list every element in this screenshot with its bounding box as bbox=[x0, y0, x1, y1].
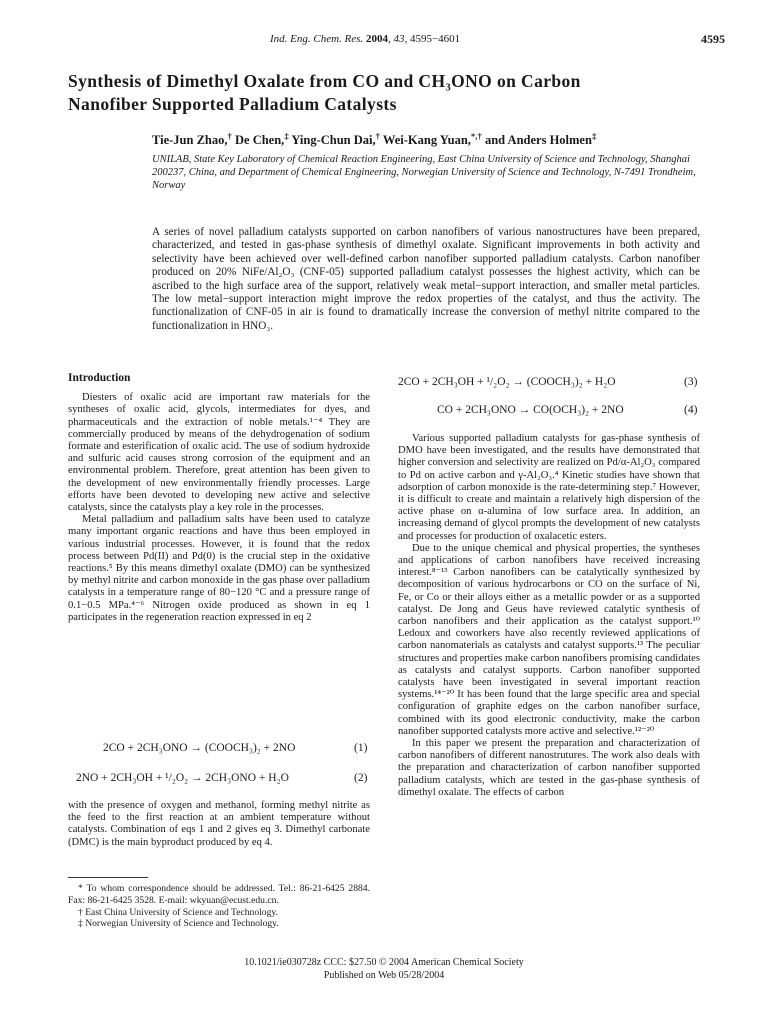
journal-year: 2004 bbox=[365, 33, 388, 45]
left-column bbox=[68, 372, 370, 624]
abstract: A series of novel palladium catalysts supported on carbon nanofibers of various nanostructures have been prepared, characterized, and tested in gas-phase synthesis of dimethyl oxalate. Significant improvements in both activity and selectivity have been achieved over well-defined carbon nanofiber supported palladium catalysts. Carbon nanofiber produced on 20% NiFe/Al₂O₃ (CNF-05) supported palladium catalyst possesses the highest activity, which can be ascribed to the high surface area of the support, relatively weak metal−support interaction, and smaller metal particles. The low metal−support interaction might improve the redox properties of the catalyst, and thus the activity. The functionalization of CNF-05 in air is found to dramatically increase the conversion of methyl nitrite compared to the functionalization in HNO₃. bbox=[152, 226, 700, 332]
journal-name: Ind. Eng. Chem. Res. bbox=[270, 33, 364, 45]
section-heading: Introduction bbox=[68, 372, 131, 384]
author-list bbox=[152, 130, 712, 148]
doi-line: 10.1021/ie030728z CCC: $27.50 © 2004 American Chemical Society bbox=[244, 957, 524, 968]
right-column bbox=[398, 433, 700, 799]
equation-number: (2) bbox=[354, 772, 368, 784]
journal-volume: 43 bbox=[393, 33, 405, 45]
footnote-rule bbox=[68, 877, 148, 878]
title-line-1: Synthesis of Dimethyl Oxalate from CO and CH₃ONO on Carbon bbox=[68, 71, 581, 91]
page-number: 4595 bbox=[701, 32, 725, 46]
affiliation-mark: ‡ bbox=[591, 130, 597, 141]
footnote-affiliation-1: † East China University of Science and Technology. bbox=[78, 906, 278, 918]
affiliation-mark: † bbox=[375, 130, 381, 141]
affiliation-mark: † bbox=[227, 130, 232, 141]
equation-number: (4) bbox=[684, 404, 698, 416]
footnote-corresponding: * To whom correspondence should be addressed. Tel.: 86-21-6425 2884. Fax: 86-21-6425 3528. E-mail: wkyuan@ecust.edu.cn. bbox=[68, 883, 370, 906]
affiliation-mark: ‡ bbox=[284, 130, 289, 141]
paragraph: Diesters of oxalic acid are important raw materials for the syntheses of oxalic acid, glycols, intermediates for dyes, and pharmaceuticals and the extraction of noble metals.¹⁻⁴ They are commercially produced by means of the dehydrogenation of sodium formate and esterification of oxalic acid. The use of sodium hydroxide and sulfuric acid causes strong corrosion of the equipment and an environmental problem. Therefore, great attention has been given to the development of new environmentally friendly processes. Large efforts have been devoted to developing new active and selective catalysts, since the catalysts play a key role in the processes. bbox=[68, 392, 370, 514]
journal-citation: Ind. Eng. Chem. Res. 2004, 43, 4595−4601 bbox=[270, 33, 461, 45]
author-name: Wei-Kang Yuan, bbox=[380, 133, 471, 147]
equation-1: 2CO + 2CH₃ONO → (COOCH₃)₂ + 2NO bbox=[103, 742, 296, 754]
equation-number: (1) bbox=[354, 742, 368, 754]
affiliations: UNILAB, State Key Laboratory of Chemical Reaction Engineering, East China University of Science and Technology, Shanghai 200237, China, and Department of Chemical Engineering, Norwegian University of Science and Technology, N-7491 Trondheim, Norway bbox=[152, 154, 696, 191]
equation-4: CO + 2CH₃ONO → CO(OCH₃)₂ + 2NO bbox=[437, 404, 624, 416]
footnotes bbox=[68, 883, 370, 930]
paragraph: Metal palladium and palladium salts have been used to catalyze many important organic reactions and have thus been employed in various industrial processes. However, it is found that the redox process between Pd(II) and Pd(0) is the crucial step in the oxidative reactions.⁵ By this means dimethyl oxalate (DMO) can be synthesized by methyl nitrite and carbon monoxide in the gas phase over palladium catalysts in a temperature range of 80−120 °C and a pressure range of 0.1−0.5 MPa.⁴⁻⁶ Nitrogen oxide produced as shown in eq 1 participates in the regeneration reaction expressed in eq 2 bbox=[68, 514, 370, 623]
title-line-2: Nanofiber Supported Palladium Catalysts bbox=[68, 94, 397, 114]
paragraph: with the presence of oxygen and methanol, forming methyl nitrite as the feed to the first reaction at an ambient temperature without catalysts. Combination of eqs 1 and 2 gives eq 3. Dimethyl carbonate (DMC) is the main byproduct produced by eq 4. bbox=[68, 800, 370, 848]
paragraph: In this paper we present the preparation and characterization of carbon nanofibers of different nanostrutures. The work also deals with the preparation and characterization of carbon nanofiber supported palladium catalysts, which are tested in the gas-phase synthesis of dimethyl oxalate. The effects of carbon bbox=[398, 738, 700, 798]
author-name: and Anders Holmen bbox=[481, 133, 592, 147]
paragraph: Various supported palladium catalysts for gas-phase synthesis of DMO have been investigated, and the results have demonstrated that higher conversion and selectivity are realized on Pd/α-Al₂O₃ compared to Pd on active carbon and γ-Al₂O₃.⁴ Kinetic studies have shown that adsorption of carbon monoxide is the rate-determining step.⁷ However, it is difficult to create and maintain a relatively high dispersion of the active phase on α-alumina of low surface area. In addition, an increasing demand of glycol prompts the development of new catalysts and processes for production of oxalacetic esters. bbox=[398, 433, 700, 542]
footnote-affiliation-2: ‡ Norwegian University of Science and Technology. bbox=[78, 918, 279, 930]
journal-pages: 4595−4601 bbox=[409, 33, 461, 45]
author-name: De Chen, bbox=[231, 133, 285, 147]
affiliation-mark: *,† bbox=[470, 130, 482, 141]
author-name: Ying-Chun Dai, bbox=[288, 133, 376, 147]
author-name: Tie-Jun Zhao, bbox=[152, 133, 228, 147]
paragraph: Due to the unique chemical and physical properties, the syntheses and applications of carbon nanofibers have received increasing interest.⁸⁻¹³ Carbon nanofibers can be catalytically synthesized by decomposition of various hydrocarbons or CO on the surface of Ni, Fe, or Co or their alloys either as a metallic powder or as a supported catalyst. De Jong and Geus have reviewed catalytic synthesis of carbon nanofibers and their application as the catalyst support.¹⁰ Ledoux and coworkers have also recently reviewed applications of carbon nanomaterials as catalysts and catalyst supports.¹³ The peculiar structures and properties make carbon nanofibers promising candidates as catalysts and catalyst supports. Carbon nanofiber supported catalysts have been investigated in several important reaction systems.¹⁴⁻²⁰ It has been found that the large specific area and special configuration of graphite edges on the carbon nanofiber surface, combined with its good electronic conductivity, make the carbon nanofiber supported catalysts more active and selective.¹²⁻²⁰ bbox=[398, 542, 700, 737]
left-column-continued bbox=[68, 800, 370, 849]
paper-title bbox=[68, 70, 708, 116]
publication-date: Published on Web 05/28/2004 bbox=[323, 970, 445, 981]
equation-3: 2CO + 2CH₃OH + ¹/₂O₂ → (COOCH₃)₂ + H₂O bbox=[398, 376, 616, 388]
equation-number: (3) bbox=[684, 376, 698, 388]
equation-2: 2NO + 2CH₃OH + ¹/₂O₂ → 2CH₃ONO + H₂O bbox=[76, 772, 289, 784]
